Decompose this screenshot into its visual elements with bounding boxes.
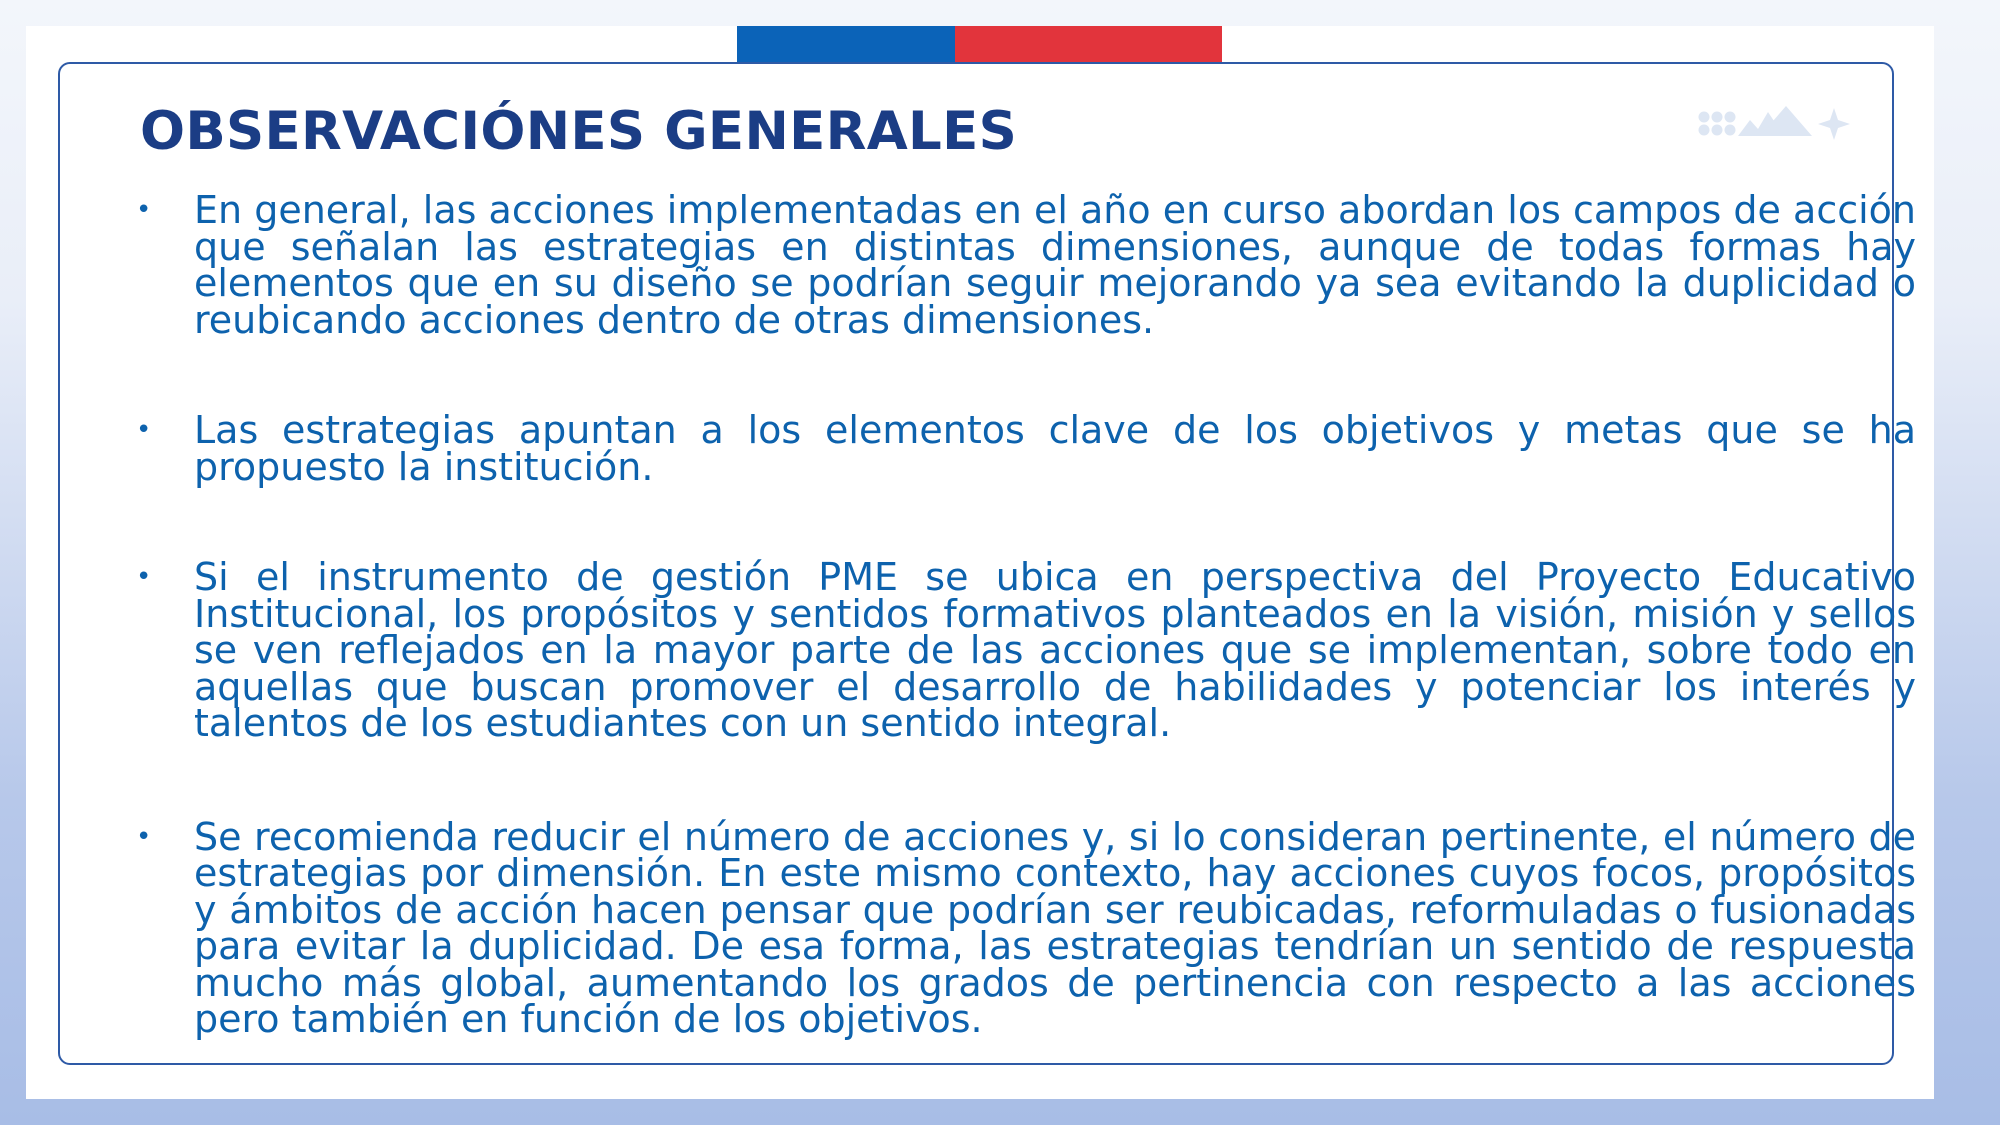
flag-stripe-blue	[737, 26, 955, 62]
dots-mountains-star-icon	[1698, 104, 1854, 148]
slide	[26, 26, 1934, 1099]
bullet-text: Se recomienda reducir el número de acciones y, si lo consideran pertinente, el número de estrategias por dimensión. En este mismo contexto, hay acciones cuyos focos, propósitos y ámbitos de acción hacen pensar que podrían ser reubicadas, reformuladas o fusionadas para evitar la duplicidad. De esa forma, las estrategias tendrían un sentido de respuesta mucho más global, aumentando los grados de pertinencia con respecto a las acciones pero también en función de los objetivos.	[194, 814, 1916, 1041]
flag-stripe-red	[955, 26, 1222, 62]
bullet-icon: •	[136, 195, 152, 225]
bullet-text: En general, las acciones implementadas en el año en curso abordan los campos de acción que señalan las estrategias en distintas dimensiones, aunque de todas formas hay elementos que en su diseño se podrían seguir mejorando ya sea evitando la duplicidad o reubicando acciones dentro de otras dimensiones.	[194, 188, 1916, 342]
list-item	[136, 408, 1916, 489]
list-item	[136, 814, 1916, 1041]
observations-list	[136, 188, 1916, 1041]
slide-title: OBSERVACIÓNES GENERALES	[140, 101, 1018, 162]
bullet-icon: •	[136, 821, 152, 852]
list-item	[136, 555, 1916, 745]
bullet-text: Las estrategias apuntan a los elementos clave de los objetivos y metas que se ha propuesto la institución.	[194, 408, 1916, 489]
bullet-icon: •	[136, 415, 152, 445]
bullet-text: Si el instrumento de gestión PME se ubica en perspectiva del Proyecto Educativo Institucional, los propósitos y sentidos formativos planteados en la visión, misión y sellos se ven reflejados en la mayor parte de las acciones que se implementan, sobre todo en aquellas que buscan promover el desarrollo de habilidades y potenciar los interés y talentos de los estudiantes con un sentido integral.	[194, 555, 1916, 745]
list-item	[136, 188, 1916, 342]
bullet-icon: •	[136, 562, 152, 592]
